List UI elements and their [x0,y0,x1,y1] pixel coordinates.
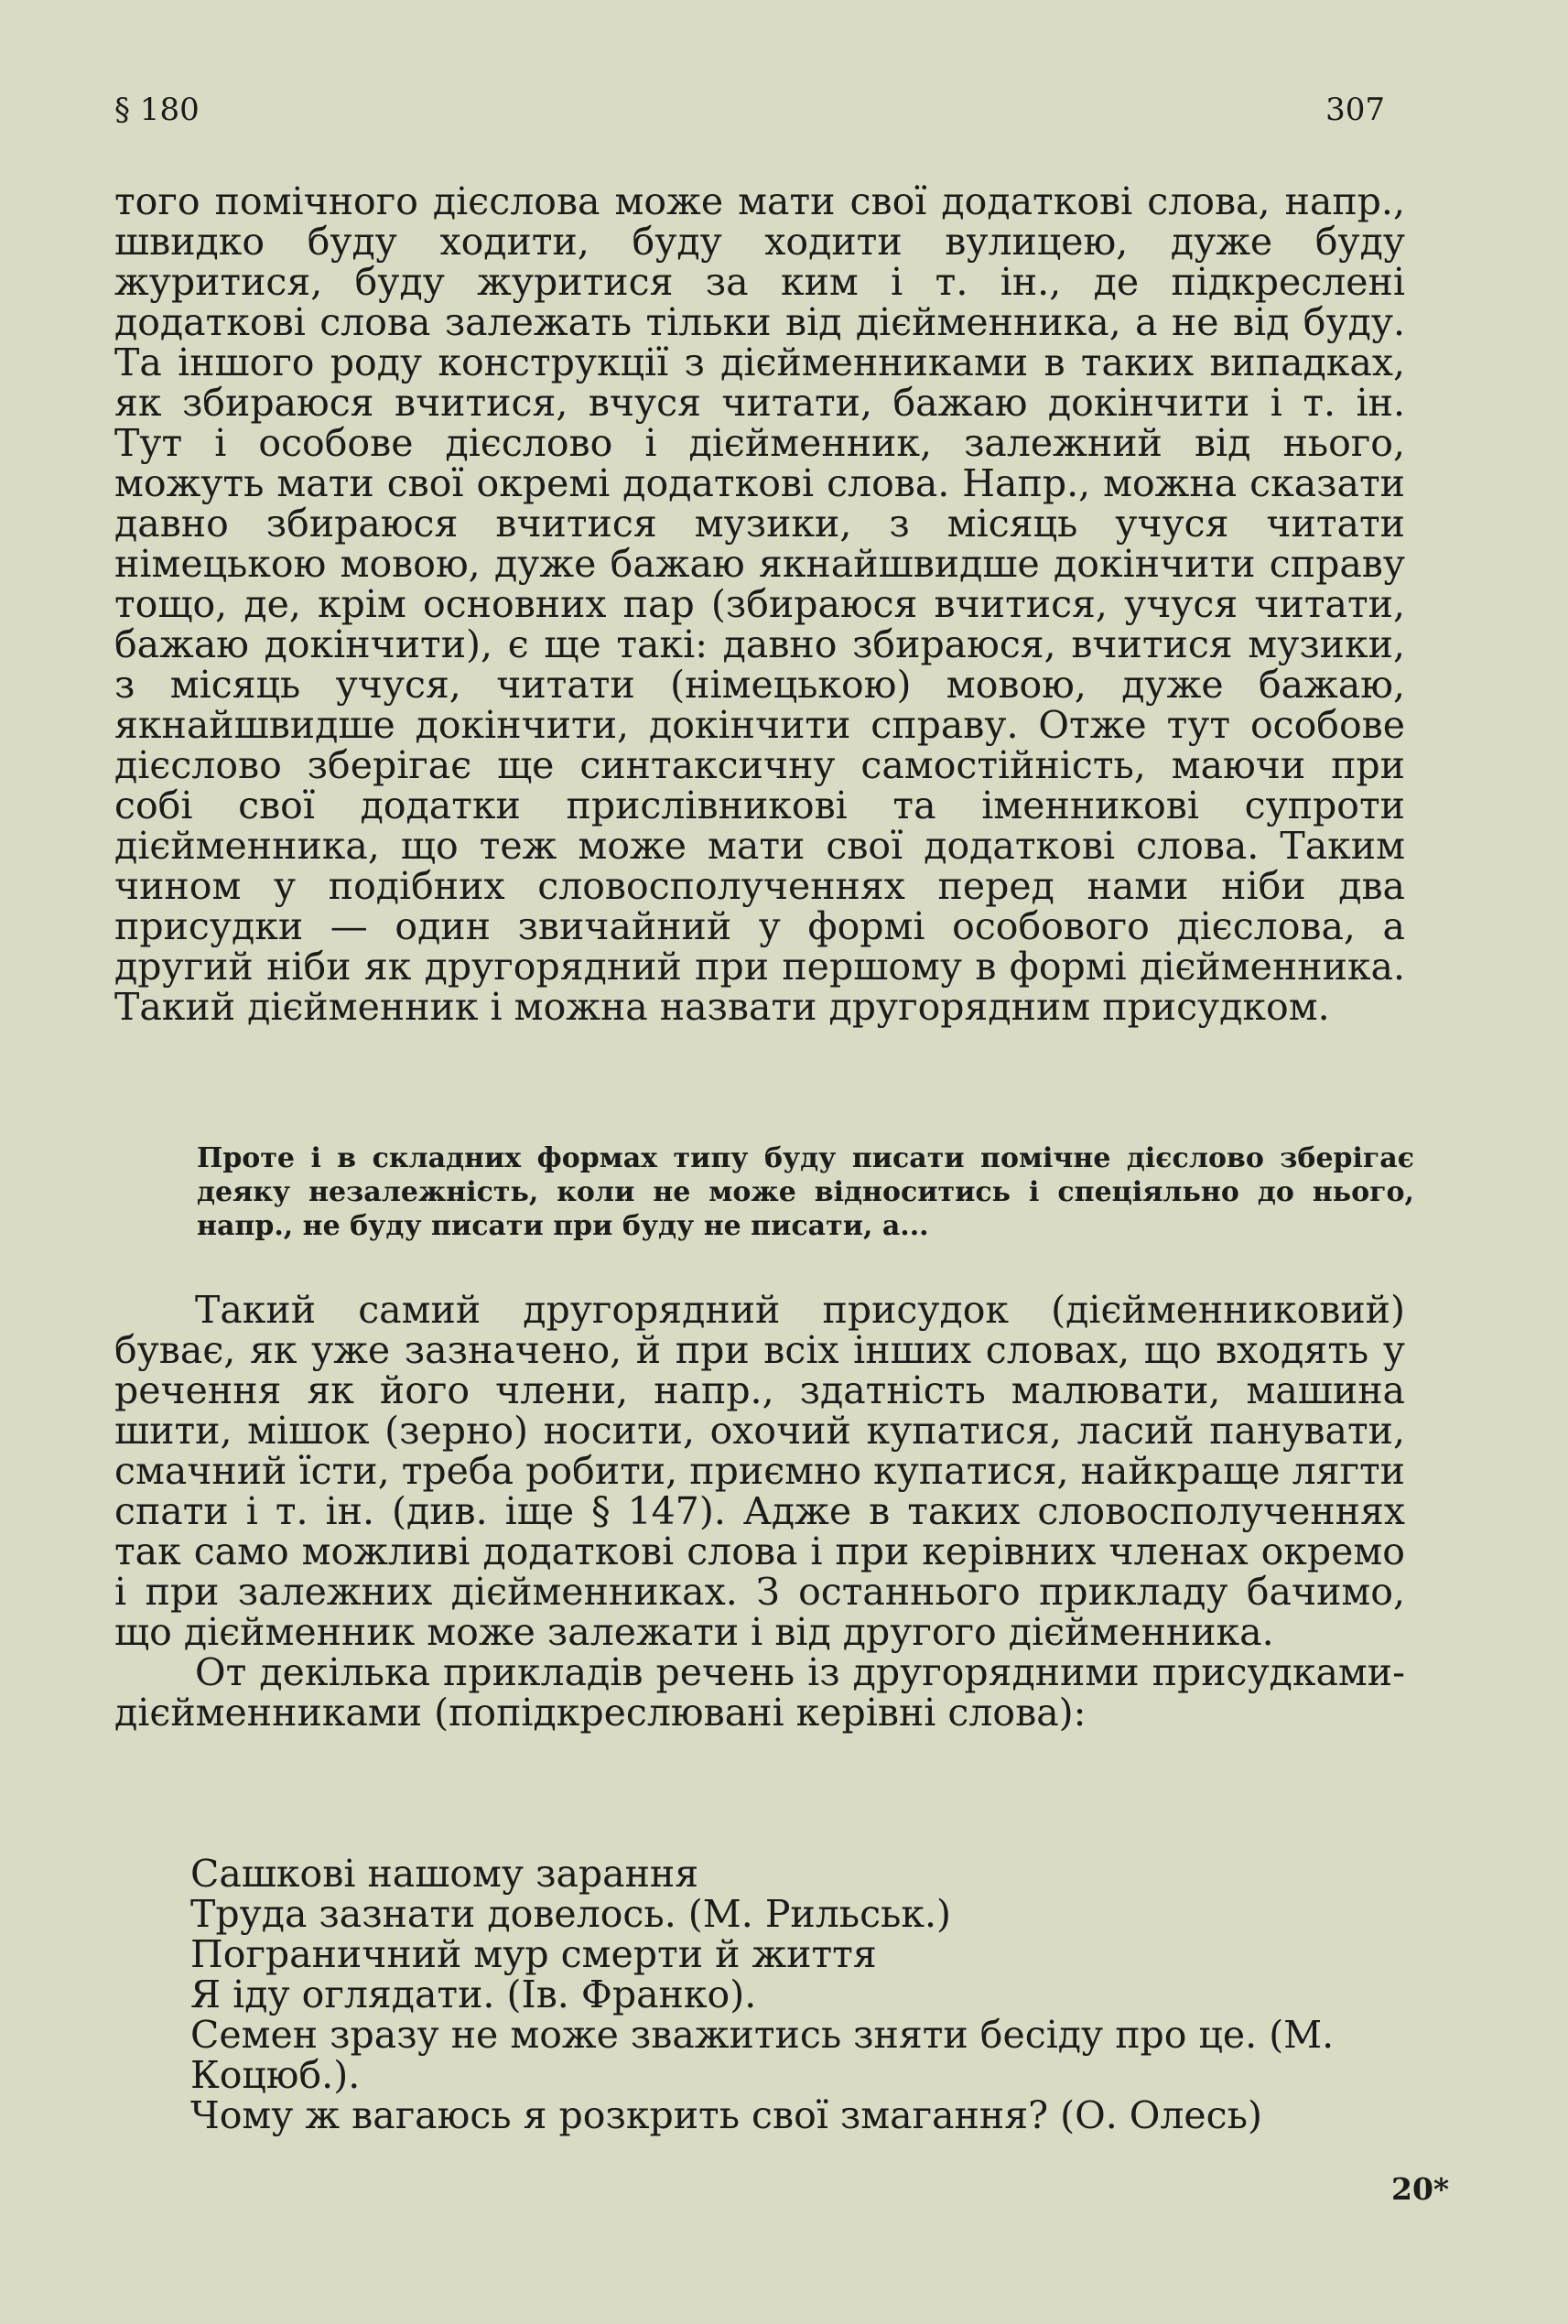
example-line: Пограничний мур смерти й життя [190,1932,877,1976]
third-paragraph: От декілька прикладів речень із другорядними присудками-дієйменниками (попідкреслювані керівні слова): [114,1650,1405,1735]
example-line: Чому ж вагаюсь я розкрить свої змагання? (О. Олесь) [190,2093,1262,2137]
example-line: Я іду оглядати. (Ів. Франко). [190,1973,757,2016]
main-paragraph: того помічного дієслова може мати свої додаткові слова, напр., швидко буду ходити, буду ходити вулицею, дуже буду журитися, буду журитися за ким і т. ін., де підкреслені додаткові слова залежать тільки від дієйменника, а не від буду. Та іншого роду конструкції з дієйменниками в таких випадках, як збираюся вчитися, вчуся читати, бажаю докінчити і т. ін. Тут і особове дієслово і дієйменник, залежний від нього, можуть мати свої окремі додаткові слова. Напр., можна сказати давно збираюся вчитися музики, з місяць учуся читати німецькою мовою, дуже бажаю якнайшвидше докінчити справу тощо, де, крім основних пар (збираюся вчитися, учуся читати, бажаю докінчити), є ще такі: давно збираюся, вчитися музики, з місяць учуся, читати (німецькою) мовою, дуже бажаю, якнайшвидше докінчити, докінчити справу. Отже тут особове дієслово зберігає ще синтаксичну самостійність, маючи при собі свої додатки прислівникові та іменникові супроти дієйменника, що теж може мати свої додаткові слова. Таким чином у подібних словосполученнях перед нами ніби два присудки — один звичайний у формі особового дієслова, а другий ніби як другорядний при першому в формі дієйменника. Такий дієйменник і можна назвати другорядним присудком. [114,179,1405,1029]
example-line: Семен зразу не може зважитись зняти бесіду про це. (М. Коцюб.). [190,2013,1335,2097]
page-header [114,92,1385,128]
page-number: 307 [1325,92,1385,128]
second-paragraph: Такий самий другорядний присудок (дієйменниковий) буває, як уже зазначено, й при всіх інших словах, що входять у речення як його члени, напр., здатність малювати, машина шити, мішок (зерно) носити, охочий купатися, ласий панувати, смачний їсти, треба робити, приємно купатися, найкраще лягти спати і т. ін. (див. іще § 147). Адже в таких словосполученнях так само можливі додаткові слова і при керівних членах окремо і при залежних дієйменниках. З останнього прикладу бачимо, що дієйменник може залежати і від другого дієйменника. [114,1288,1405,1654]
examples-list [190,1854,1444,2135]
example-line: Труда зазнати довелось. (М. Рильськ.) [190,1892,952,1936]
example-line: Сашкові нашому зарання [190,1852,699,1896]
section-number: § 180 [114,92,200,128]
footnote-remark: Проте і в складних формах типу буду писати помічне дієслово зберігає деяку незалежність, коли не може відноситись і спеціяльно до нього, напр., не буду писати при буду не писати, а... [197,1142,1414,1242]
main-text [114,181,1405,1027]
signature-mark: 20* [1391,2171,1450,2207]
second-text [114,1290,1405,1733]
